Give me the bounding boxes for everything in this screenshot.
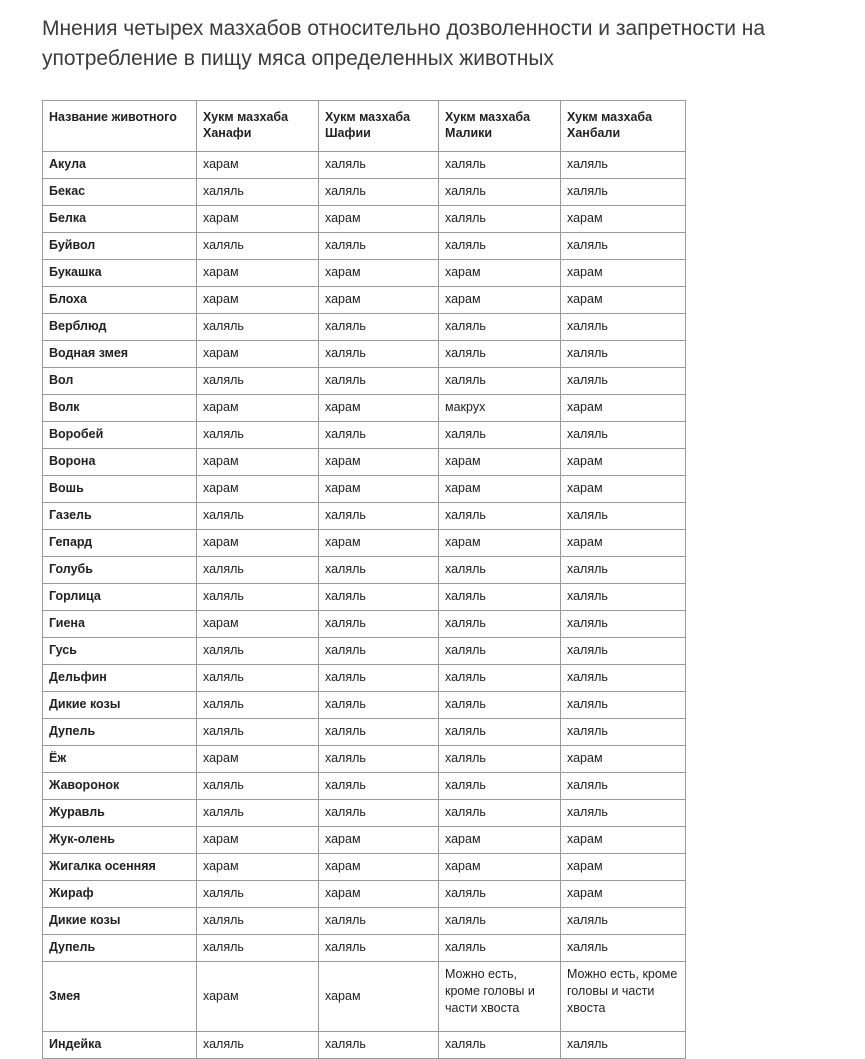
table-row	[43, 314, 686, 341]
table-row	[43, 881, 686, 908]
cell-shafii: харам	[319, 449, 439, 476]
table-body	[43, 152, 686, 1059]
cell-animal-name: Голубь	[43, 557, 197, 584]
cell-shafii: халяль	[319, 557, 439, 584]
table-row	[43, 530, 686, 557]
table-row	[43, 476, 686, 503]
cell-hanafi: халяль	[197, 368, 319, 395]
column-header-shafii: Хукм мазхаба Шафии	[319, 101, 439, 152]
cell-animal-name: Блоха	[43, 287, 197, 314]
cell-hanafi: халяль	[197, 881, 319, 908]
cell-hanbali: халяль	[561, 692, 686, 719]
table-row	[43, 746, 686, 773]
column-header-hanbali: Хукм мазхаба Ханбали	[561, 101, 686, 152]
cell-animal-name: Воробей	[43, 422, 197, 449]
cell-hanbali: харам	[561, 746, 686, 773]
cell-maliki: харам	[439, 260, 561, 287]
table-row	[43, 341, 686, 368]
cell-animal-name: Волк	[43, 395, 197, 422]
cell-animal-name: Водная змея	[43, 341, 197, 368]
cell-shafii: халяль	[319, 638, 439, 665]
table-header	[43, 101, 686, 152]
cell-shafii: харам	[319, 287, 439, 314]
table-row	[43, 611, 686, 638]
cell-shafii: харам	[319, 476, 439, 503]
cell-hanbali: харам	[561, 395, 686, 422]
table-row	[43, 935, 686, 962]
column-header-animal-name: Название животного	[43, 101, 197, 152]
cell-maliki: халяль	[439, 503, 561, 530]
cell-shafii: халяль	[319, 233, 439, 260]
cell-hanafi: халяль	[197, 665, 319, 692]
cell-hanbali: харам	[561, 854, 686, 881]
cell-maliki: халяль	[439, 368, 561, 395]
cell-animal-name: Дупель	[43, 719, 197, 746]
cell-maliki: халяль	[439, 584, 561, 611]
cell-animal-name: Дикие козы	[43, 692, 197, 719]
table-row	[43, 260, 686, 287]
cell-shafii: харам	[319, 260, 439, 287]
table-row	[43, 287, 686, 314]
cell-hanafi: харам	[197, 341, 319, 368]
cell-maliki: харам	[439, 827, 561, 854]
cell-hanbali: Можно есть, кроме головы и части хвоста	[561, 962, 686, 1032]
cell-shafii: харам	[319, 854, 439, 881]
cell-shafii: харам	[319, 962, 439, 1032]
cell-hanafi: харам	[197, 827, 319, 854]
cell-maliki: харам	[439, 530, 561, 557]
cell-maliki: харам	[439, 476, 561, 503]
table-row	[43, 179, 686, 206]
table-row	[43, 773, 686, 800]
table-row	[43, 503, 686, 530]
cell-hanbali: харам	[561, 881, 686, 908]
cell-maliki: Можно есть, кроме головы и части хвоста	[439, 962, 561, 1032]
cell-maliki: халяль	[439, 665, 561, 692]
cell-hanafi: харам	[197, 206, 319, 233]
table-row	[43, 395, 686, 422]
table-row	[43, 368, 686, 395]
cell-hanbali: харам	[561, 530, 686, 557]
cell-hanafi: харам	[197, 152, 319, 179]
table-row	[43, 152, 686, 179]
cell-hanafi: харам	[197, 962, 319, 1032]
cell-maliki: харам	[439, 287, 561, 314]
cell-hanbali: харам	[561, 287, 686, 314]
cell-hanbali: халяль	[561, 584, 686, 611]
cell-animal-name: Верблюд	[43, 314, 197, 341]
cell-hanafi: халяль	[197, 935, 319, 962]
cell-animal-name: Журавль	[43, 800, 197, 827]
cell-hanbali: халяль	[561, 557, 686, 584]
cell-hanafi: халяль	[197, 584, 319, 611]
cell-animal-name: Дикие козы	[43, 908, 197, 935]
column-header-maliki: Хукм мазхаба Малики	[439, 101, 561, 152]
cell-maliki: харам	[439, 854, 561, 881]
cell-hanbali: халяль	[561, 368, 686, 395]
cell-hanbali: халяль	[561, 719, 686, 746]
table-row	[43, 665, 686, 692]
cell-hanafi: харам	[197, 449, 319, 476]
cell-shafii: халяль	[319, 692, 439, 719]
cell-maliki: халяль	[439, 206, 561, 233]
cell-shafii: халяль	[319, 314, 439, 341]
cell-maliki: халяль	[439, 422, 561, 449]
cell-hanafi: харам	[197, 395, 319, 422]
page-title: Мнения четырех мазхабов относительно дозволенности и запретности на употребление в пищу мяса определенных животных	[42, 17, 766, 70]
cell-maliki: халяль	[439, 611, 561, 638]
table-row	[43, 449, 686, 476]
cell-animal-name: Гепард	[43, 530, 197, 557]
cell-hanbali: харам	[561, 260, 686, 287]
cell-shafii: халяль	[319, 665, 439, 692]
cell-maliki: халяль	[439, 1032, 561, 1059]
cell-animal-name: Буйвол	[43, 233, 197, 260]
cell-hanbali: халяль	[561, 800, 686, 827]
cell-hanafi: харам	[197, 260, 319, 287]
cell-maliki: халяль	[439, 881, 561, 908]
cell-hanafi: халяль	[197, 314, 319, 341]
cell-maliki: халяль	[439, 233, 561, 260]
table-row	[43, 827, 686, 854]
cell-shafii: халяль	[319, 800, 439, 827]
table-row	[43, 692, 686, 719]
cell-hanafi: халяль	[197, 179, 319, 206]
cell-animal-name: Акула	[43, 152, 197, 179]
cell-hanafi: халяль	[197, 233, 319, 260]
cell-hanafi: халяль	[197, 422, 319, 449]
cell-animal-name: Индейка	[43, 1032, 197, 1059]
cell-animal-name: Жигалка осенняя	[43, 854, 197, 881]
cell-hanafi: халяль	[197, 1032, 319, 1059]
cell-animal-name: Бекас	[43, 179, 197, 206]
cell-animal-name: Букашка	[43, 260, 197, 287]
cell-hanbali: халяль	[561, 638, 686, 665]
cell-hanbali: халяль	[561, 422, 686, 449]
cell-maliki: халяль	[439, 179, 561, 206]
cell-animal-name: Вол	[43, 368, 197, 395]
cell-hanbali: халяль	[561, 665, 686, 692]
table-row	[43, 854, 686, 881]
cell-hanbali: халяль	[561, 611, 686, 638]
cell-maliki: халяль	[439, 908, 561, 935]
cell-animal-name: Ворона	[43, 449, 197, 476]
cell-shafii: халяль	[319, 584, 439, 611]
cell-hanbali: харам	[561, 476, 686, 503]
cell-maliki: харам	[439, 449, 561, 476]
table-row	[43, 800, 686, 827]
table-row	[43, 908, 686, 935]
cell-hanbali: халяль	[561, 773, 686, 800]
cell-hanbali: халяль	[561, 1032, 686, 1059]
cell-hanbali: халяль	[561, 341, 686, 368]
cell-shafii: халяль	[319, 908, 439, 935]
table-row	[43, 1032, 686, 1059]
cell-shafii: харам	[319, 827, 439, 854]
table-row	[43, 962, 686, 1032]
cell-shafii: халяль	[319, 1032, 439, 1059]
cell-maliki: халяль	[439, 692, 561, 719]
cell-maliki: халяль	[439, 773, 561, 800]
cell-animal-name: Жаворонок	[43, 773, 197, 800]
cell-hanafi: халяль	[197, 800, 319, 827]
cell-maliki: халяль	[439, 341, 561, 368]
cell-hanafi: халяль	[197, 503, 319, 530]
cell-maliki: халяль	[439, 800, 561, 827]
cell-hanafi: халяль	[197, 719, 319, 746]
cell-animal-name: Ёж	[43, 746, 197, 773]
cell-maliki: халяль	[439, 935, 561, 962]
cell-hanbali: харам	[561, 449, 686, 476]
cell-animal-name: Горлица	[43, 584, 197, 611]
cell-hanbali: халяль	[561, 314, 686, 341]
cell-hanafi: харам	[197, 476, 319, 503]
cell-shafii: халяль	[319, 152, 439, 179]
cell-hanafi: харам	[197, 854, 319, 881]
column-header-hanafi: Хукм мазхаба Ханафи	[197, 101, 319, 152]
table-row	[43, 719, 686, 746]
cell-shafii: халяль	[319, 611, 439, 638]
cell-animal-name: Жираф	[43, 881, 197, 908]
cell-shafii: харам	[319, 530, 439, 557]
cell-animal-name: Гиена	[43, 611, 197, 638]
cell-hanafi: харам	[197, 530, 319, 557]
cell-animal-name: Вошь	[43, 476, 197, 503]
cell-shafii: халяль	[319, 179, 439, 206]
cell-animal-name: Белка	[43, 206, 197, 233]
table-row	[43, 557, 686, 584]
cell-maliki: халяль	[439, 314, 561, 341]
table-row	[43, 233, 686, 260]
cell-animal-name: Гусь	[43, 638, 197, 665]
table-header-row	[43, 101, 686, 152]
cell-hanbali: халяль	[561, 503, 686, 530]
cell-shafii: халяль	[319, 341, 439, 368]
cell-hanafi: харам	[197, 287, 319, 314]
cell-hanbali: халяль	[561, 935, 686, 962]
cell-animal-name: Дупель	[43, 935, 197, 962]
cell-hanbali: харам	[561, 827, 686, 854]
cell-hanbali: халяль	[561, 908, 686, 935]
cell-maliki: халяль	[439, 746, 561, 773]
cell-shafii: харам	[319, 206, 439, 233]
cell-shafii: халяль	[319, 368, 439, 395]
cell-animal-name: Змея	[43, 962, 197, 1032]
cell-hanafi: халяль	[197, 557, 319, 584]
cell-hanafi: халяль	[197, 638, 319, 665]
cell-hanbali: халяль	[561, 179, 686, 206]
cell-maliki: халяль	[439, 557, 561, 584]
cell-shafii: халяль	[319, 503, 439, 530]
cell-hanafi: харам	[197, 611, 319, 638]
table-row	[43, 638, 686, 665]
cell-maliki: халяль	[439, 719, 561, 746]
cell-hanbali: халяль	[561, 233, 686, 260]
cell-hanbali: харам	[561, 206, 686, 233]
cell-shafii: халяль	[319, 746, 439, 773]
cell-hanafi: халяль	[197, 773, 319, 800]
cell-hanafi: харам	[197, 746, 319, 773]
cell-shafii: харам	[319, 881, 439, 908]
table-row	[43, 422, 686, 449]
cell-maliki: халяль	[439, 152, 561, 179]
cell-hanafi: халяль	[197, 692, 319, 719]
madhhab-rulings-table	[42, 100, 686, 1059]
table-row	[43, 584, 686, 611]
cell-shafii: халяль	[319, 935, 439, 962]
cell-animal-name: Газель	[43, 503, 197, 530]
cell-hanafi: халяль	[197, 908, 319, 935]
cell-shafii: халяль	[319, 719, 439, 746]
table-row	[43, 206, 686, 233]
cell-maliki: макрух	[439, 395, 561, 422]
cell-animal-name: Жук-олень	[43, 827, 197, 854]
cell-shafii: халяль	[319, 422, 439, 449]
cell-shafii: харам	[319, 395, 439, 422]
cell-animal-name: Дельфин	[43, 665, 197, 692]
cell-maliki: халяль	[439, 638, 561, 665]
cell-shafii: халяль	[319, 773, 439, 800]
cell-hanbali: халяль	[561, 152, 686, 179]
